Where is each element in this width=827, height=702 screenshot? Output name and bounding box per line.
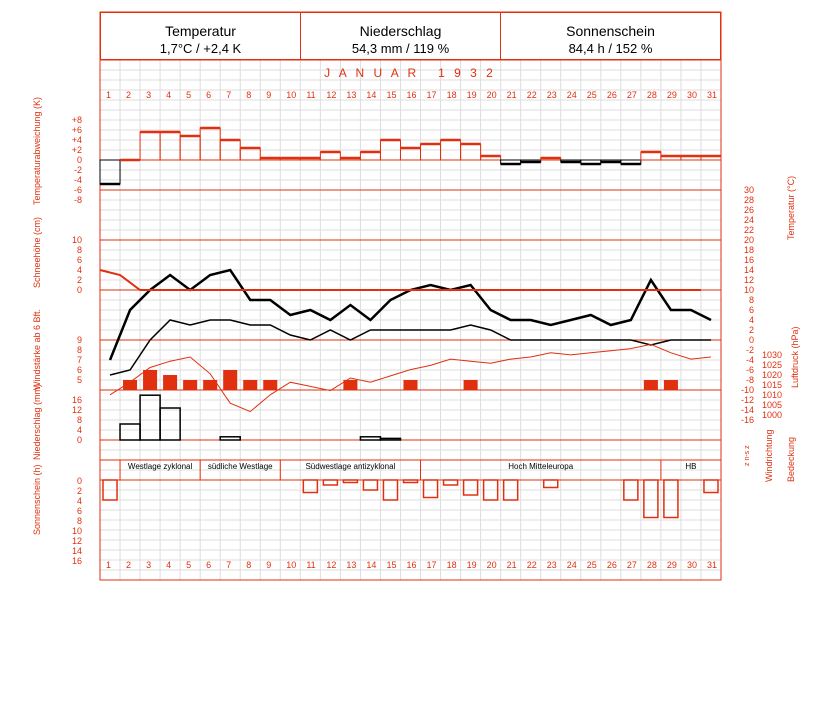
day-label-bottom: 16 [406,560,417,570]
sunshine-bar [403,480,417,483]
wind-bar [464,380,478,390]
sunshine-tick: 10 [71,526,82,536]
sunshine-tick: 4 [76,496,82,506]
day-label-bottom: 5 [186,560,192,570]
day-label-top: 10 [286,90,297,100]
day-label-top: 11 [306,90,316,100]
snow-tick: 4 [76,265,82,275]
day-label-bottom: 2 [126,560,132,570]
day-label-bottom: 26 [606,560,617,570]
wind-bar [123,380,137,390]
sunshine-bar [363,480,377,490]
day-label-bottom: 11 [306,560,316,570]
day-label-bottom: 31 [706,560,717,570]
label-sunshine: Sonnenschein (h) [32,464,42,535]
anomaly-tick: 0 [76,155,82,165]
day-label-top: 21 [506,90,517,100]
day-label-bottom: 7 [226,560,232,570]
anomaly-bar [160,132,180,160]
wind-bar [664,380,678,390]
pressure-tick: 1020 [762,370,783,380]
anomaly-tick: -2 [73,165,82,175]
temperature-tick: 14 [743,265,754,275]
header-sunshine [500,12,721,60]
header-precipitation-title: Niederschlag [359,23,442,39]
day-label-bottom: 3 [146,560,152,570]
ticks-wind-direction: z n-s z [744,445,751,466]
temperature-tick: 26 [743,205,754,215]
pressure-tick: 1010 [762,390,783,400]
day-label-top: 19 [466,90,477,100]
day-label-top: 13 [346,90,357,100]
weather-type-label: Hoch Mitteleuropa [508,462,574,471]
day-label-top: 16 [406,90,417,100]
day-label-top: 22 [526,90,537,100]
snow-tick: 10 [71,235,82,245]
day-label-top: 3 [146,90,152,100]
day-label-top: 20 [486,90,497,100]
day-label-top: 9 [266,90,272,100]
wind-tick: 9 [76,335,82,345]
wind-bar [183,380,197,390]
temperature-tick: 0 [748,335,754,345]
sunshine-bar [464,480,478,495]
precip-tick: 16 [71,395,82,405]
pressure-tick: 1030 [762,350,783,360]
pressure-tick: 1000 [762,410,783,420]
anomaly-tick: -4 [73,175,82,185]
temperature-tick: 20 [743,235,754,245]
temperature-tick: 28 [743,195,754,205]
day-label-bottom: 6 [206,560,212,570]
header-precipitation-value: 54,3 mm / 119 % [351,41,450,56]
anomaly-tick: +6 [71,125,82,135]
day-label-top: 14 [366,90,377,100]
pressure-tick: 1005 [762,400,783,410]
day-label-top: 31 [706,90,717,100]
wind-bar [223,370,237,390]
day-label-top: 4 [166,90,172,100]
day-label-bottom: 19 [466,560,477,570]
header-sunshine-value: 84,4 h / 152 % [568,41,653,56]
day-label-top: 7 [226,90,232,100]
temperature-tick: -16 [740,415,754,425]
pressure-tick: 1015 [762,380,783,390]
precip-bar [140,395,160,440]
day-label-top: 30 [686,90,697,100]
label-wind-direction: Windrichtung [764,429,774,482]
anomaly-bar [200,128,220,160]
day-label-top: 26 [606,90,617,100]
day-label-bottom: 1 [106,560,112,570]
wind-tick: 7 [76,355,82,365]
day-label-top: 1 [106,90,112,100]
precip-tick: 0 [76,435,82,445]
label-snow: Schneehöhe (cm) [32,216,42,288]
anomaly-tick: -6 [73,185,82,195]
day-label-bottom: 4 [166,560,172,570]
day-label-bottom: 18 [446,560,457,570]
temperature-tick: 12 [743,275,754,285]
label-pressure: Luftdruck (hPa) [790,326,800,388]
day-label-top: 5 [186,90,192,100]
sunshine-tick: 12 [71,536,82,546]
day-label-bottom: 17 [426,560,437,570]
day-label-bottom: 14 [366,560,377,570]
sunshine-bar [704,480,718,493]
wind-bar [644,380,658,390]
temperature-tick: 22 [743,225,754,235]
temperature-tick: -8 [745,375,754,385]
weather-type-label: Südwestlage antizyklonal [305,462,396,471]
wind-bar [163,375,177,390]
day-label-top: 18 [446,90,457,100]
wind-bar [203,380,217,390]
day-label-top: 17 [426,90,437,100]
snow-tick: 0 [76,285,82,295]
day-label-top: 24 [566,90,577,100]
weather-type-label: Westlage zyklonal [127,462,193,471]
label-temperature: Temperatur (°C) [786,175,796,240]
temperature-tick: -10 [740,385,754,395]
wind-tick: 8 [76,345,82,355]
sunshine-bar [424,480,438,498]
anomaly-tick: -8 [73,195,82,205]
wind-bar [263,380,277,390]
day-label-bottom: 23 [546,560,557,570]
precip-bar [360,437,380,440]
day-label-bottom: 30 [686,560,697,570]
wind-tick: 6 [76,365,82,375]
snow-tick: 2 [76,275,82,285]
day-label-bottom: 10 [286,560,297,570]
sunshine-tick: 14 [71,546,82,556]
day-label-top: 8 [246,90,252,100]
day-label-top: 29 [666,90,677,100]
temperature-tick: -2 [745,345,754,355]
precip-bar [160,408,180,440]
day-label-bottom: 24 [566,560,577,570]
day-label-bottom: 28 [646,560,657,570]
wind-tick: 5 [76,375,82,385]
sunshine-tick: 0 [76,476,82,486]
header-temperature-value: 1,7°C / +2,4 K [159,41,242,56]
day-label-bottom: 20 [486,560,497,570]
month-title: J A N U A R 1 9 3 2 [324,66,496,80]
day-label-bottom: 13 [346,560,357,570]
day-label-top: 25 [586,90,597,100]
precip-tick: 8 [76,415,82,425]
precip-tick: 12 [71,405,82,415]
precip-bar [220,437,240,440]
day-label-top: 28 [646,90,657,100]
day-label-top: 12 [326,90,337,100]
sunshine-bar [664,480,678,518]
snow-tick: 6 [76,255,82,265]
temperature-tick: 2 [748,325,754,335]
day-label-top: 23 [546,90,557,100]
header-temperature-title: Temperatur [165,23,236,39]
anomaly-bar [461,144,481,160]
header-temperature [100,12,301,60]
temperature-tick: 4 [748,315,754,325]
anomaly-bar [421,144,441,160]
sunshine-bar [644,480,658,518]
day-label-top: 2 [126,90,132,100]
sunshine-tick: 2 [76,486,82,496]
sunshine-bar [444,480,458,485]
temperature-tick: -4 [745,355,754,365]
wind-bar [343,380,357,390]
temperature-tick: 18 [743,245,754,255]
wind-bar [403,380,417,390]
day-label-top: 15 [386,90,397,100]
sunshine-bar [343,480,357,483]
sunshine-bar [544,480,558,488]
temperature-tick: -12 [740,395,754,405]
day-label-bottom: 9 [266,560,272,570]
sunshine-tick: 16 [71,556,82,566]
anomaly-tick: +2 [71,145,82,155]
sunshine-bar [323,480,337,485]
anomaly-tick: +8 [71,115,82,125]
temperature-tick: 6 [748,305,754,315]
anomaly-bar [140,132,160,160]
day-label-bottom: 12 [326,560,337,570]
header-sunshine-title: Sonnenschein [566,23,655,39]
temperature-tick: 30 [743,185,754,195]
day-label-bottom: 27 [626,560,637,570]
day-label-bottom: 22 [526,560,537,570]
weather-type-label: HB [685,462,697,471]
wind-bar [143,370,157,390]
label-cloud-cover: Bedeckung [786,436,796,482]
day-label-top: 6 [206,90,212,100]
weather-type-label: südliche Westlage [207,462,273,471]
day-label-bottom: 8 [246,560,252,570]
sunshine-tick: 8 [76,516,82,526]
temperature-tick: 16 [743,255,754,265]
temperature-tick: 8 [748,295,754,305]
precip-tick: 4 [76,425,82,435]
anomaly-tick: +4 [71,135,82,145]
header-precipitation [300,12,501,60]
snow-tick: 8 [76,245,82,255]
precip-bar [120,424,140,440]
temperature-tick: -6 [745,365,754,375]
day-label-bottom: 21 [506,560,517,570]
precip-bar [380,438,400,440]
label-precip: Niederschlag (mm) [32,383,42,460]
sunshine-tick: 6 [76,506,82,516]
wind-bar [243,380,257,390]
temperature-tick: 10 [743,285,754,295]
temperature-tick: 24 [743,215,754,225]
day-label-bottom: 29 [666,560,677,570]
label-temp-anomaly: Temperaturabweichung (K) [32,96,42,205]
sunshine-bar [303,480,317,493]
day-label-top: 27 [626,90,637,100]
day-label-bottom: 25 [586,560,597,570]
day-label-bottom: 15 [386,560,397,570]
label-wind: Windstärke ab 6 Bft. [32,308,42,390]
temperature-tick: -14 [740,405,754,415]
pressure-tick: 1025 [762,360,783,370]
